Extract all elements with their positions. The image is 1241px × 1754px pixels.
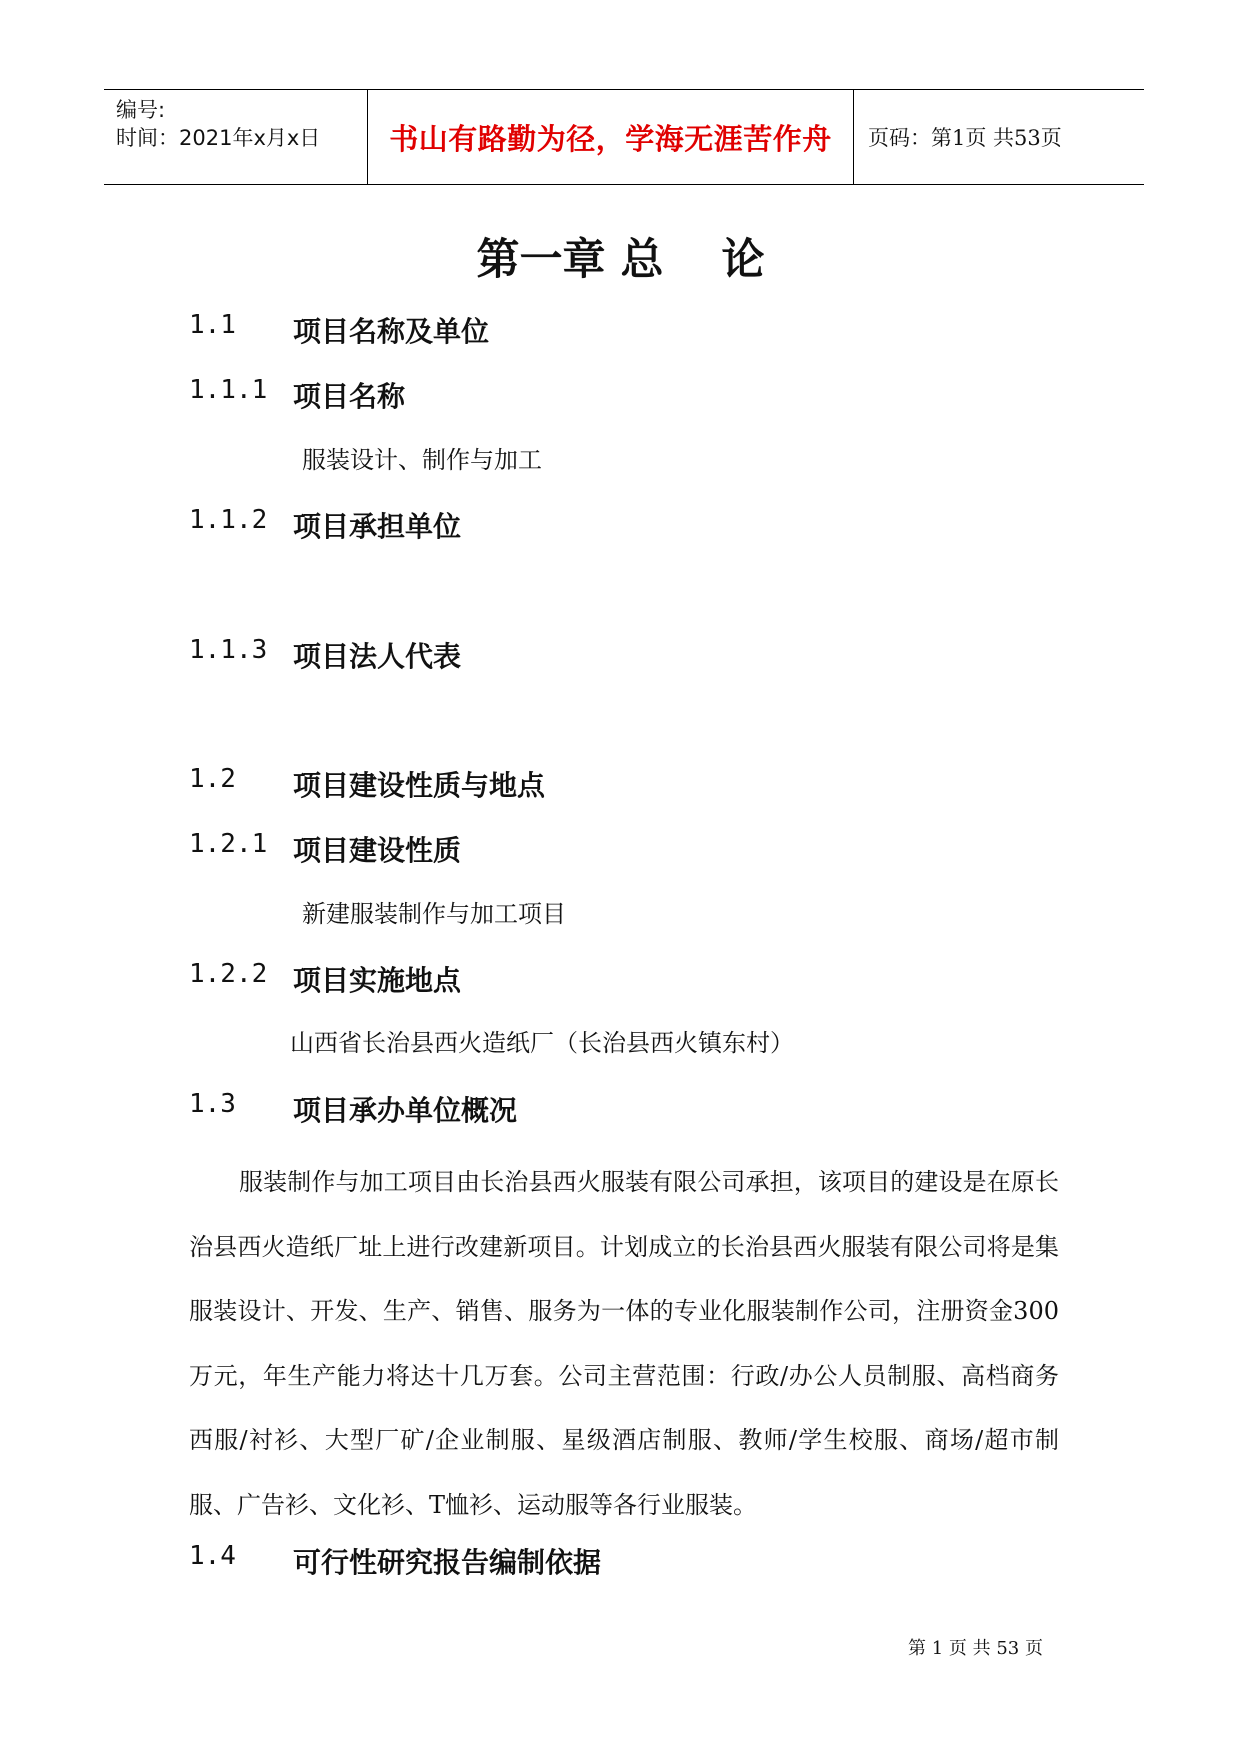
section-number: 1.2: [189, 764, 236, 794]
header-left-cell: [104, 90, 368, 184]
section-title: 项目建设性质与地点: [293, 769, 546, 802]
motto: 书山有路勤为径，学海无涯苦作舟: [389, 121, 832, 156]
section-heading: [189, 1541, 601, 1581]
page-footer: 第 1 页 共 53 页: [908, 1638, 1043, 1659]
section-number: 1.2.2: [189, 959, 268, 989]
section-number: 1.1.3: [189, 635, 268, 665]
section-title: 可行性研究报告编制依据: [293, 1546, 602, 1579]
section-number: 1.3: [189, 1089, 236, 1119]
section-heading: [189, 764, 545, 804]
section-heading: [189, 310, 489, 350]
page-code: 页码：第1页 共53页: [868, 126, 1062, 150]
section-title: 项目名称及单位: [293, 315, 490, 348]
section-title: 项目建设性质: [293, 834, 462, 867]
section-title: 项目名称: [293, 380, 406, 413]
project-name-text: 服装设计、制作与加工: [302, 446, 542, 474]
section-title: 项目承担单位: [293, 510, 462, 543]
section-number: 1.4: [189, 1541, 236, 1571]
doc-number-label: 编号:: [116, 98, 166, 122]
construction-nature-text: 新建服装制作与加工项目: [302, 900, 566, 928]
section-heading: [189, 959, 461, 999]
section-title: 项目承办单位概况: [293, 1094, 518, 1127]
time-label: 时间：2021年x月x日: [116, 126, 321, 150]
section-heading: [189, 1089, 517, 1129]
location-text: 山西省长治县西火造纸厂（长治县西火镇东村）: [290, 1029, 794, 1057]
section-heading: [189, 635, 461, 675]
section-title: 项目法人代表: [293, 640, 462, 673]
section-number: 1.1: [189, 310, 236, 340]
header-middle-cell: [368, 90, 854, 184]
section-number: 1.1.2: [189, 505, 268, 535]
section-heading: [189, 829, 461, 869]
section-number: 1.1.1: [189, 375, 268, 405]
section-number: 1.2.1: [189, 829, 268, 859]
section-heading: [189, 505, 461, 545]
overview-paragraph: 服装制作与加工项目由长治县西火服装有限公司承担，该项目的建设是在原长治县西火造纸厂址上进行改建新项目。计划成立的长治县西火服装有限公司将是集服装设计、开发、生产、销售、服务为一体的专业化服装制作公司，注册资金300万元，年生产能力将达十几万套。公司主营范围：行政/办公人员制服、高档商务西服/衬衫、大型厂矿/企业制服、星级酒店制服、教师/学生校服、商场/超市制服、广告衫、文化衫、T恤衫、运动服等各行业服装。: [189, 1168, 1059, 1519]
chapter-title: 第一章 总 论: [476, 235, 765, 285]
header-table: [104, 89, 1144, 185]
section-heading: [189, 375, 405, 415]
section-title: 项目实施地点: [293, 964, 462, 997]
header-right-cell: [854, 90, 1144, 184]
